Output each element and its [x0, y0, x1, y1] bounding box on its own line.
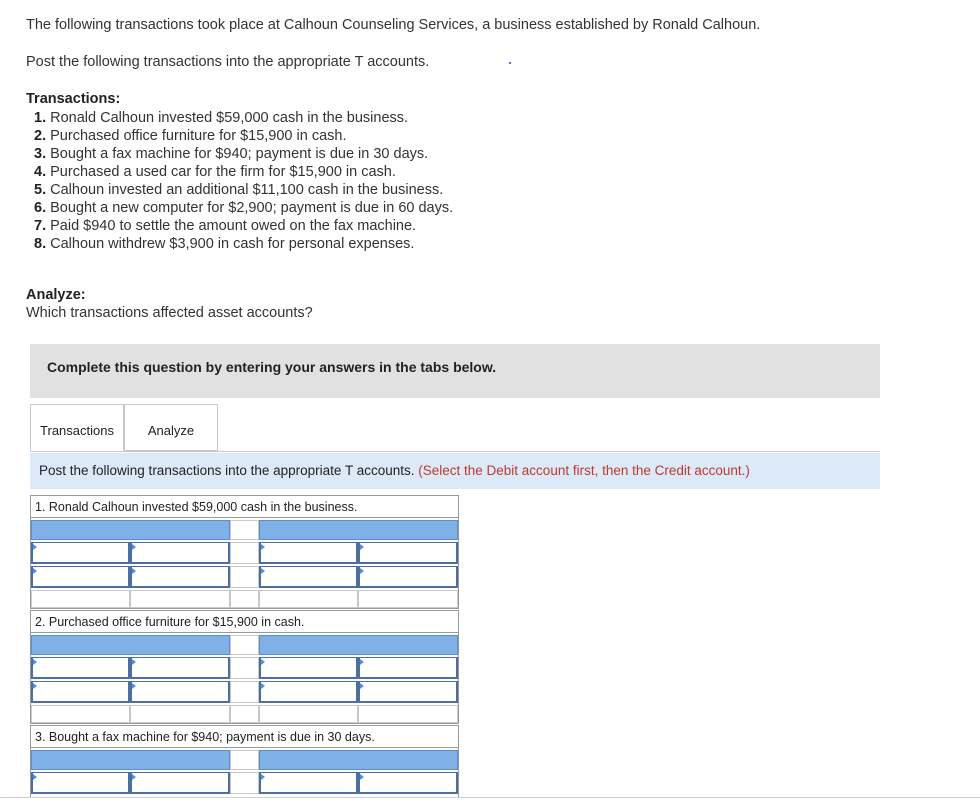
t-group-label: 2. Purchased office furniture for $15,900 in cash.: [30, 610, 459, 632]
analyze-heading: Analyze:: [26, 287, 86, 303]
debit-input-right[interactable]: [259, 772, 358, 794]
banner-text: Complete this question by entering your answers in the tabs below.: [47, 359, 497, 375]
list-item: 3. Bought a fax machine for $940; payment is due in 30 days.: [34, 146, 429, 162]
analyze-question: Which transactions affected asset accounts?: [26, 305, 313, 321]
credit-input-right[interactable]: [358, 772, 458, 794]
debit-input-right[interactable]: [259, 681, 358, 703]
t-account-group: [30, 495, 459, 615]
list-item: 8. Calhoun withdrew $3,900 in cash for personal expenses.: [34, 236, 415, 252]
post-instructions-bar: [30, 453, 880, 489]
t-account-group: [30, 725, 459, 797]
list-item: 7. Paid $940 to settle the amount owed on the fax machine.: [34, 218, 417, 234]
t-group-label: 3. Bought a fax machine for $940; payment is due in 30 days.: [30, 725, 459, 747]
credit-input-left[interactable]: [130, 566, 230, 588]
debit-input-left[interactable]: [31, 542, 130, 564]
credit-input-left[interactable]: [130, 681, 230, 703]
t-accounts-area: [30, 632, 459, 724]
post-instruction-text: Post the following transactions into the appropriate T accounts.: [39, 463, 415, 478]
debit-input-right[interactable]: [259, 657, 358, 679]
list-item: 6. Bought a new computer for $2,900; payment is due in 60 days.: [34, 200, 454, 216]
transactions-heading: Transactions:: [26, 91, 121, 107]
debit-input-right[interactable]: [259, 566, 358, 588]
instructions-banner: [30, 344, 880, 398]
tab-divider: [30, 451, 880, 452]
debit-input-right[interactable]: [259, 542, 358, 564]
list-item: 2. Purchased office furniture for $15,900 in cash.: [34, 128, 347, 144]
credit-input-right[interactable]: [358, 566, 458, 588]
instruction-text: Post the following transactions into the appropriate T accounts.: [26, 54, 430, 70]
t-account-name-select-right[interactable]: [259, 520, 458, 540]
intro-text: The following transactions took place at Calhoun Counseling Services, a business established by Ronald Calhoun.: [26, 17, 761, 33]
t-account-name-select-left[interactable]: [31, 750, 230, 770]
post-hint-text: (Select the Debit account first, then the Credit account.): [418, 463, 750, 478]
t-account-name-select-left[interactable]: [31, 520, 230, 540]
credit-input-right[interactable]: [358, 657, 458, 679]
debit-input-left[interactable]: [31, 681, 130, 703]
tab-analyze[interactable]: Analyze: [124, 404, 218, 451]
list-item: 5. Calhoun invested an additional $11,100 cash in the business.: [34, 182, 444, 198]
t-account-group: [30, 610, 459, 730]
marker-dot: [509, 62, 511, 64]
list-item: 4. Purchased a used car for the firm for $15,900 in cash.: [34, 164, 396, 180]
credit-input-left[interactable]: [130, 657, 230, 679]
transactions-list: [34, 109, 453, 253]
t-accounts-area: [30, 517, 459, 609]
t-accounts-area: [30, 747, 459, 797]
debit-input-left[interactable]: [31, 566, 130, 588]
credit-input-right[interactable]: [358, 681, 458, 703]
list-item: 1. Ronald Calhoun invested $59,000 cash in the business.: [34, 110, 409, 126]
t-account-name-select-right[interactable]: [259, 750, 458, 770]
debit-input-left[interactable]: [31, 772, 130, 794]
credit-input-right[interactable]: [358, 542, 458, 564]
t-account-name-select-left[interactable]: [31, 635, 230, 655]
t-account-name-select-right[interactable]: [259, 635, 458, 655]
credit-input-left[interactable]: [130, 772, 230, 794]
debit-input-left[interactable]: [31, 657, 130, 679]
credit-input-left[interactable]: [130, 542, 230, 564]
t-group-label: 1. Ronald Calhoun invested $59,000 cash in the business.: [30, 495, 459, 517]
tab-transactions[interactable]: Transactions: [30, 404, 124, 451]
page-bottom-divider: [0, 797, 980, 798]
